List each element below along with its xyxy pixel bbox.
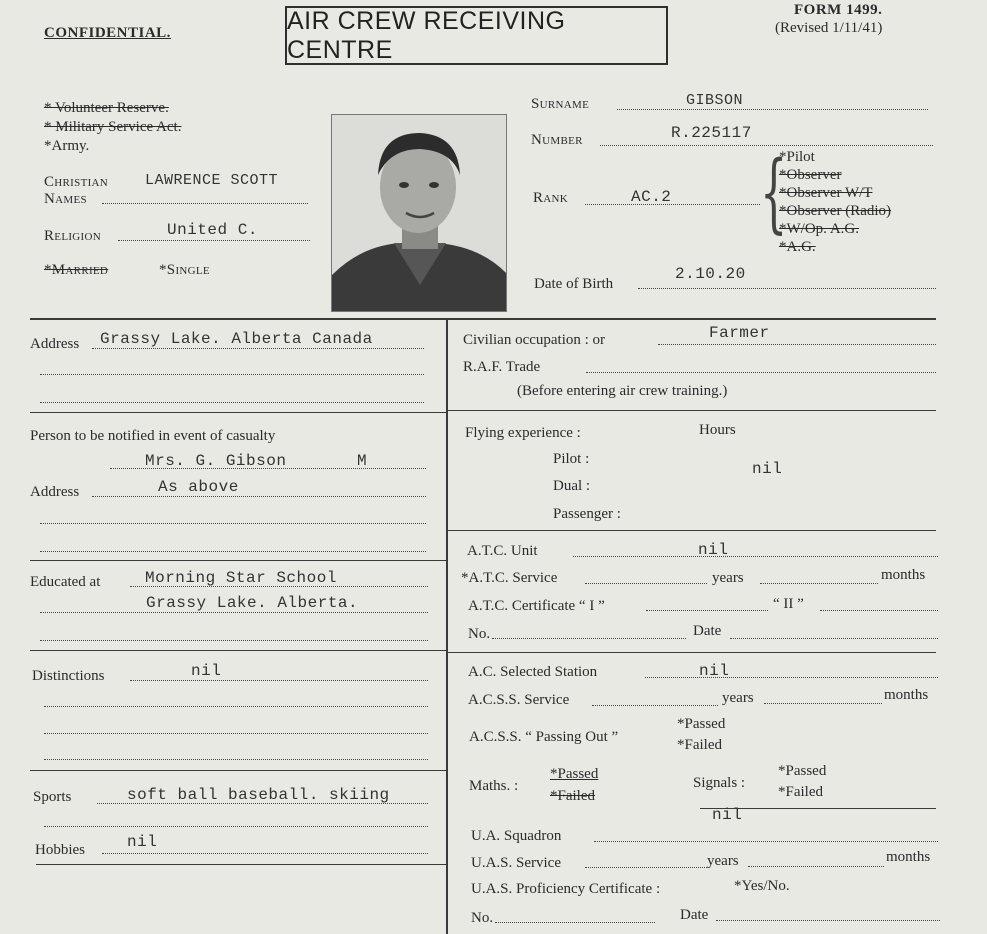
left-rule-4 (30, 770, 446, 771)
notify-address-line-1 (92, 496, 426, 497)
notify-address-label: Address (30, 484, 80, 500)
notify-line (110, 468, 426, 469)
acss-months-label: months (884, 687, 929, 703)
signals-label: Signals : (693, 775, 746, 791)
address-label: Address (30, 336, 80, 352)
dob-value: 2.10.20 (675, 265, 746, 283)
sports-value: soft ball baseball. skiing (127, 786, 390, 804)
atc-cert-i-line (646, 610, 768, 611)
distinctions-line-4 (44, 759, 428, 760)
atc-unit-line (573, 556, 938, 557)
atc-months-label: months (881, 567, 926, 583)
notify-value: Mrs. G. Gibson (145, 452, 287, 470)
religion-value: United C. (167, 221, 258, 239)
column-divider (446, 320, 448, 934)
occupation-line (658, 344, 936, 345)
number-value: R.225117 (671, 124, 752, 142)
hobbies-line (102, 853, 428, 854)
sports-line-1 (97, 803, 428, 804)
uas-service-label: U.A.S. Service (471, 855, 561, 871)
acss-years-label: years (722, 690, 754, 706)
christian-names-line (102, 203, 308, 204)
uas-no-line (495, 922, 655, 923)
raf-trade-label: R.A.F. Trade (463, 359, 541, 375)
married-struck: *Married (44, 262, 109, 278)
main-divider (30, 318, 936, 320)
acss-years-line (592, 705, 718, 706)
form-title: AIR CREW RECEIVING CENTRE (285, 6, 668, 65)
maths-failed: *Failed (550, 788, 595, 804)
before-training-note: (Before entering air crew training.) (517, 383, 728, 399)
hours-label: Hours (699, 422, 736, 438)
right-rule-1 (446, 410, 936, 411)
rank-value: AC.2 (631, 188, 672, 206)
flying-experience-label: Flying experience : (465, 425, 581, 441)
atc-unit-label: A.T.C. Unit (467, 543, 538, 559)
maths-passed: *Passed (550, 766, 599, 782)
right-rule-3 (446, 652, 936, 653)
atc-cert-ii-label: “ II ” (773, 596, 804, 612)
sports-line-2 (44, 826, 428, 827)
distinctions-label: Distinctions (32, 668, 105, 684)
acss-failed: *Failed (677, 737, 722, 753)
atc-service-label: *A.T.C. Service (461, 570, 558, 586)
uas-years-line (585, 867, 707, 868)
occupation-label: Civilian occupation : or (463, 332, 606, 348)
ua-nil-value: nil (712, 806, 743, 824)
rank-label: Rank (533, 190, 569, 206)
maths-label: Maths. : (469, 778, 519, 794)
atc-date-label: Date (693, 623, 722, 639)
notify-address-line-3 (40, 551, 426, 552)
signals-failed: *Failed (778, 784, 823, 800)
educated-line-1 (130, 586, 428, 587)
rank-brace: { (760, 143, 788, 243)
ac-station-line (645, 677, 938, 678)
educated-value-1: Morning Star School (145, 569, 337, 587)
rank-option-observer-wt: *Observer W/T (779, 185, 873, 201)
ua-squadron-line (594, 841, 938, 842)
religion-line (118, 240, 310, 241)
ac-station-label: A.C. Selected Station (468, 664, 598, 680)
army-label: *Army. (44, 138, 90, 154)
rank-option-ag: *A.G. (779, 239, 816, 255)
acss-passed: *Passed (677, 716, 726, 732)
notify-address-line-2 (40, 523, 426, 524)
christian-names-label-2: Names (44, 191, 87, 207)
volunteer-reserve: * Volunteer Reserve. (44, 100, 169, 116)
confidential-label: CONFIDENTIAL. (44, 25, 171, 41)
educated-value-2: Grassy Lake. Alberta. (146, 594, 359, 612)
atc-unit-value: nil (698, 541, 729, 559)
left-rule-5 (36, 864, 446, 865)
single-label: *Single (159, 262, 210, 278)
passenger-hours-label: Passenger : (553, 506, 621, 522)
left-rule-3 (30, 650, 446, 651)
pilot-hours-label: Pilot : (553, 451, 590, 467)
atc-no-line (492, 638, 686, 639)
atc-cert-label: A.T.C. Certificate “ I ” (468, 598, 605, 614)
notify-label: Person to be notified in event of casualty (30, 428, 276, 444)
portrait-image (332, 115, 507, 312)
dob-line (638, 288, 936, 289)
uas-years-label: years (707, 853, 739, 869)
educated-line-3 (40, 640, 428, 641)
uas-date-label: Date (680, 907, 709, 923)
signals-passed: *Passed (778, 763, 827, 779)
rank-option-pilot: *Pilot (779, 149, 815, 165)
acss-service-label: A.C.S.S. Service (468, 692, 570, 708)
ac-station-value: nil (699, 662, 730, 680)
dob-label: Date of Birth (534, 276, 614, 292)
acss-passing-label: A.C.S.S. “ Passing Out ” (469, 729, 619, 745)
rank-option-observer: *Observer (779, 167, 842, 183)
applicant-photo (331, 114, 507, 312)
atc-years-label: years (712, 570, 744, 586)
atc-date-line (730, 638, 938, 639)
uas-date-line (716, 920, 940, 921)
flying-hours-value: nil (752, 460, 783, 478)
religion-label: Religion (44, 228, 102, 244)
atc-cert-ii-line (820, 610, 938, 611)
atc-no-label: No. (468, 626, 491, 642)
right-rule-2 (446, 530, 936, 531)
notify-extra: M (357, 452, 368, 470)
sports-label: Sports (33, 789, 72, 805)
left-rule-1 (30, 412, 446, 413)
uas-yes-no: *Yes/No. (734, 878, 790, 894)
distinctions-line-1 (130, 680, 428, 681)
address-value: Grassy Lake. Alberta Canada (100, 330, 373, 348)
distinctions-line-3 (44, 733, 428, 734)
ua-squadron-label: U.A. Squadron (471, 828, 562, 844)
form-number: FORM 1499. (794, 2, 883, 18)
surname-value: GIBSON (686, 92, 744, 109)
occupation-value: Farmer (709, 324, 770, 342)
uas-months-line (748, 866, 884, 867)
surname-label: Surname (531, 96, 590, 112)
hobbies-label: Hobbies (35, 842, 85, 858)
uas-no-label: No. (471, 910, 494, 926)
address-line-1 (92, 348, 424, 349)
atc-years-line (585, 583, 707, 584)
dual-hours-label: Dual : (553, 478, 591, 494)
military-service-act: * Military Service Act. (44, 119, 182, 135)
surname-line (617, 109, 928, 110)
address-line-2 (40, 374, 424, 375)
acss-months-line (764, 703, 882, 704)
educated-label: Educated at (30, 574, 101, 590)
christian-names-value: LAWRENCE SCOTT (145, 172, 279, 189)
distinctions-line-2 (44, 706, 428, 707)
rank-line (585, 204, 760, 205)
hobbies-value: nil (127, 833, 158, 851)
left-rule-2 (30, 560, 446, 561)
rank-option-observer-radio: *Observer (Radio) (779, 203, 892, 219)
educated-line-2 (40, 612, 428, 613)
rank-option-wop-ag: *W/Op. A.G. (779, 221, 859, 237)
uas-cert-label: U.A.S. Proficiency Certificate : (471, 881, 661, 897)
raf-trade-line (586, 372, 936, 373)
address-line-3 (40, 402, 424, 403)
form-revised: (Revised 1/11/41) (775, 20, 883, 36)
christian-names-label: Christian (44, 174, 109, 190)
uas-months-label: months (886, 849, 931, 865)
distinctions-value: nil (191, 662, 222, 680)
number-label: Number (531, 132, 583, 148)
atc-months-line (760, 583, 878, 584)
notify-address-value: As above (158, 478, 239, 496)
